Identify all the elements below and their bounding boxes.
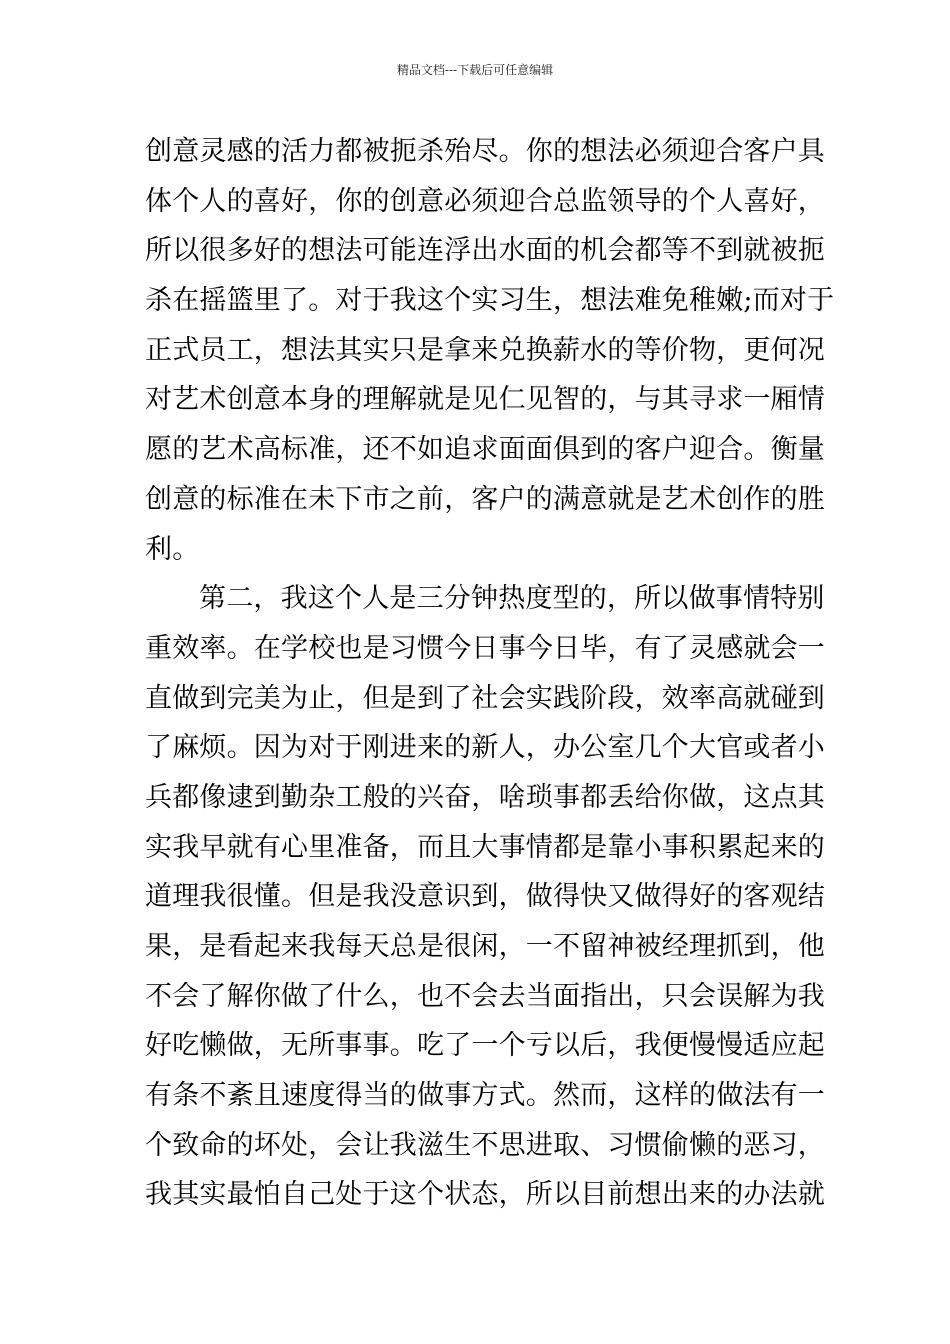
text-line: 第二，我这个人是三分钟热度型的，所以做事情特别 bbox=[199, 583, 825, 615]
paragraph-1 bbox=[145, 127, 835, 574]
text-line: 我其实最怕自己处于这个状态，所以目前想出来的办法就 bbox=[145, 1179, 825, 1211]
text-line: 直做到完美为止，但是到了社会实践阶段，效率高就碰到 bbox=[145, 682, 825, 714]
text-line: 重效率。在学校也是习惯今日事今日毕，有了灵感就会一 bbox=[145, 632, 825, 664]
text-line: 个致命的坏处，会让我滋生不思进取、习惯偷懒的恶习， bbox=[145, 1129, 825, 1161]
text-line: 不会了解你做了什么，也不会去当面指出，只会误解为我 bbox=[145, 980, 825, 1012]
text-line: 兵都像逮到勤杂工般的兴奋，啥琐事都丢给你做，这点其 bbox=[145, 781, 825, 813]
text-line: 利。 bbox=[145, 533, 200, 565]
text-line: 愿的艺术高标准，还不如追求面面俱到的客户迎合。衡量 bbox=[145, 434, 825, 466]
text-line: 了麻烦。因为对于刚进来的新人，办公室几个大官或者小 bbox=[145, 732, 825, 764]
text-line: 创意的标准在未下市之前，客户的满意就是艺术创作的胜 bbox=[145, 483, 825, 515]
text-line: 实我早就有心里准备，而且大事情都是靠小事积累起来的 bbox=[145, 831, 825, 863]
page-header: 精品文档---下载后可任意编辑 bbox=[396, 63, 554, 77]
paragraph-2 bbox=[145, 574, 825, 1220]
text-line: 杀在摇篮里了。对于我这个实习生，想法难免稚嫩;而对于 bbox=[145, 285, 835, 317]
text-line: 有条不紊且速度得当的做事方式。然而，这样的做法有一 bbox=[145, 1080, 825, 1112]
document-body bbox=[145, 127, 835, 1220]
text-line: 果，是看起来我每天总是很闲，一不留神被经理抓到，他 bbox=[145, 931, 825, 962]
text-line: 体个人的喜好，你的创意必须迎合总监领导的个人喜好， bbox=[145, 185, 825, 217]
text-line: 道理我很懂。但是我没意识到，做得快又做得好的客观结 bbox=[145, 881, 825, 913]
text-line: 所以很多好的想法可能连浮出水面的机会都等不到就被扼 bbox=[145, 235, 825, 267]
text-line: 创意灵感的活力都被扼杀殆尽。你的想法必须迎合客户具 bbox=[145, 136, 825, 167]
text-line: 正式员工，想法其实只是拿来兑换薪水的等价物，更何况 bbox=[145, 334, 825, 366]
text-line: 对艺术创意本身的理解就是见仁见智的，与其寻求一厢情 bbox=[145, 384, 825, 416]
text-line: 好吃懒做，无所事事。吃了一个亏以后，我便慢慢适应起 bbox=[145, 1030, 825, 1062]
